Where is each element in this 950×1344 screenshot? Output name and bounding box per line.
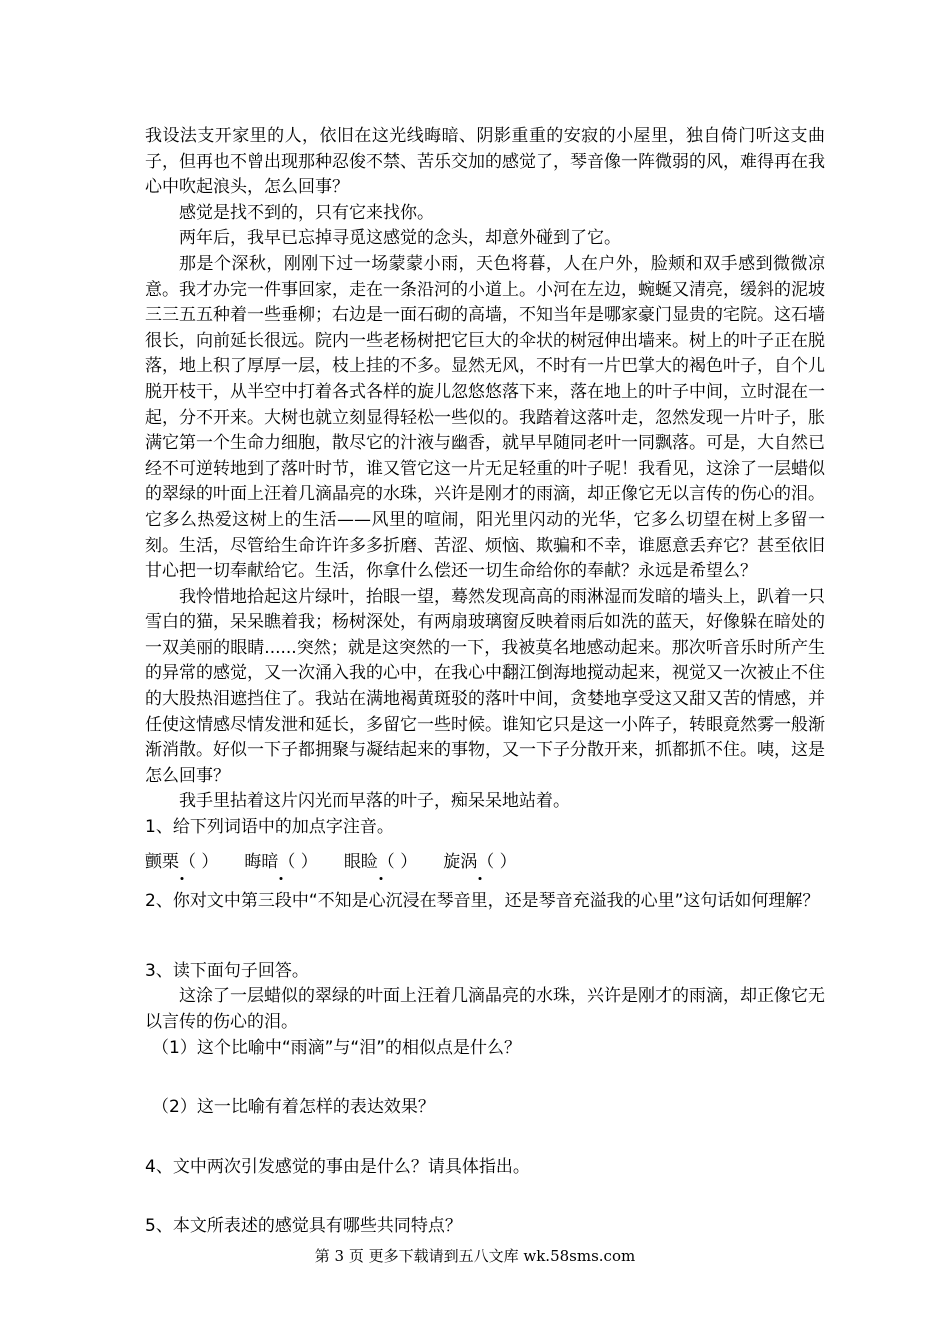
- question-3-2: （2）这一比喻有着怎样的表达效果？: [152, 1097, 435, 1118]
- vocab-item-3: 眼睑（ ）: [344, 850, 417, 876]
- page-footer: 第 3 页 更多下载请到五八文库 wk.58sms.com: [314, 1247, 636, 1265]
- question-2: 2、你对文中第三段中“不知是心沉浸在琴音里，还是琴音充溢我的心里”这句话如何理解？: [145, 891, 820, 912]
- vocab-item-1: 颤栗（ ）: [145, 850, 218, 876]
- vocab-item-4: 旋涡（ ）: [443, 850, 516, 876]
- paragraph-1: 我设法支开家里的人，依旧在这光线晦暗、阴影重重的安寂的小屋里，独自倚门听这支曲子，但再也不曾出现那种忍俊不禁、苦乐交加的感觉了，琴音像一阵微弱的风，难得再在我心中吹起浪头，怎么回事？: [145, 126, 825, 198]
- paragraph-3: 两年后，我早已忘掉寻觅这感觉的念头，却意外碰到了它。: [179, 228, 621, 249]
- paragraph-2: 感觉是找不到的，只有它来找你。: [179, 202, 434, 223]
- vocab-item-2: 晦暗（ ）: [244, 850, 317, 876]
- question-3: 3、读下面句子回答。: [145, 960, 309, 981]
- paragraph-4: 那是个深秋，刚刚下过一场蒙蒙小雨，天色将暮，人在户外，脸颊和双手感到微微凉意。我才办完一件事回家，走在一条沿河的小道上。小河在左边，蜿蜒又清亮，缓斜的泥坡三三五五种着一些垂柳；右边是一面石砌的高墙，不知当年是哪家豪门显贵的宅院。这石墙很长，向前延长很远。院内一些老杨树把它巨大的伞状的树冠伸出墙来。树上的叶子正在脱落，地上积了厚厚一层，枝上挂的不多。显然无风，不时有一片巴掌大的褐色叶子，自个儿脱开枝干，从半空中打着各式各样的旋儿忽悠悠落下来，落在地上的叶子中间，立时混在一起，分不开来。大树也就立刻显得轻松一些似的。我踏着这落叶走，忽然发现一片叶子，胀满它第一个生命力细胞，散尽它的汁液与幽香，就早早随同老叶一同飘落。可是，大自然已经不可逆转地到了落叶时节，谁又管它这一片无足轻重的叶子呢！我看见，这涂了一层蜡似的翠绿的叶面上汪着几滴晶亮的水珠，兴许是刚才的雨滴，却正像它无以言传的伤心的泪。它多么热爱这树上的生活——风里的喧闹，阳光里闪动的光华，它多么切望在树上多留一刻。生活，尽管给生命许许多多折磨、苦涩、烦恼、欺骗和不幸，谁愿意丢弃它？甚至依旧甘心把一切奉献给它。生活，你拿什么偿还一切生命给你的奉献？永远是希望么？: [145, 253, 825, 582]
- paragraph-6: 我手里拈着这片闪光而早落的叶子，痴呆呆地站着。: [179, 791, 570, 812]
- question-4: 4、文中两次引发感觉的事由是什么？请具体指出。: [145, 1156, 530, 1177]
- question-3-1: （1）这个比喻中“雨滴”与“泪”的相似点是什么？: [152, 1037, 522, 1058]
- vocab-list: [145, 850, 825, 876]
- question-1: 1、给下列词语中的加点字注音。: [145, 817, 394, 838]
- question-5: 5、本文所表述的感觉具有哪些共同特点？: [145, 1216, 462, 1237]
- document-body: [145, 124, 825, 1240]
- question-3-quote: 这涂了一层蜡似的翠绿的叶面上汪着几滴晶亮的水珠，兴许是刚才的雨滴，却正像它无以言传的伤心的泪。: [145, 986, 825, 1032]
- paragraph-5: 我怜惜地拾起这片绿叶，抬眼一望，蓦然发现高高的雨淋湿而发暗的墙头上，趴着一只雪白的猫，呆呆瞧着我；杨树深处，有两扇玻璃窗反映着雨后如洗的蓝天，好像躲在暗处的一双美丽的眼睛......突然；就是这突然的一下，我被莫名地感动起来。那次听音乐时所产生的异常的感觉，又一次涌入我的心中，在我心中翻江倒海地搅动起来，视觉又一次被止不住的大股热泪遮挡住了。我站在满地褐黄斑驳的落叶中间，贪婪地享受这又甜又苦的情感，并任使这情感尽情发泄和延长，多留它一些时候。谁知它只是这一小阵子，转眼竟然雾一般渐渐消散。好似一下子都拥聚与凝结起来的事物，又一下子分散开来，抓都抓不住。咦，这是怎么回事？: [145, 586, 825, 786]
